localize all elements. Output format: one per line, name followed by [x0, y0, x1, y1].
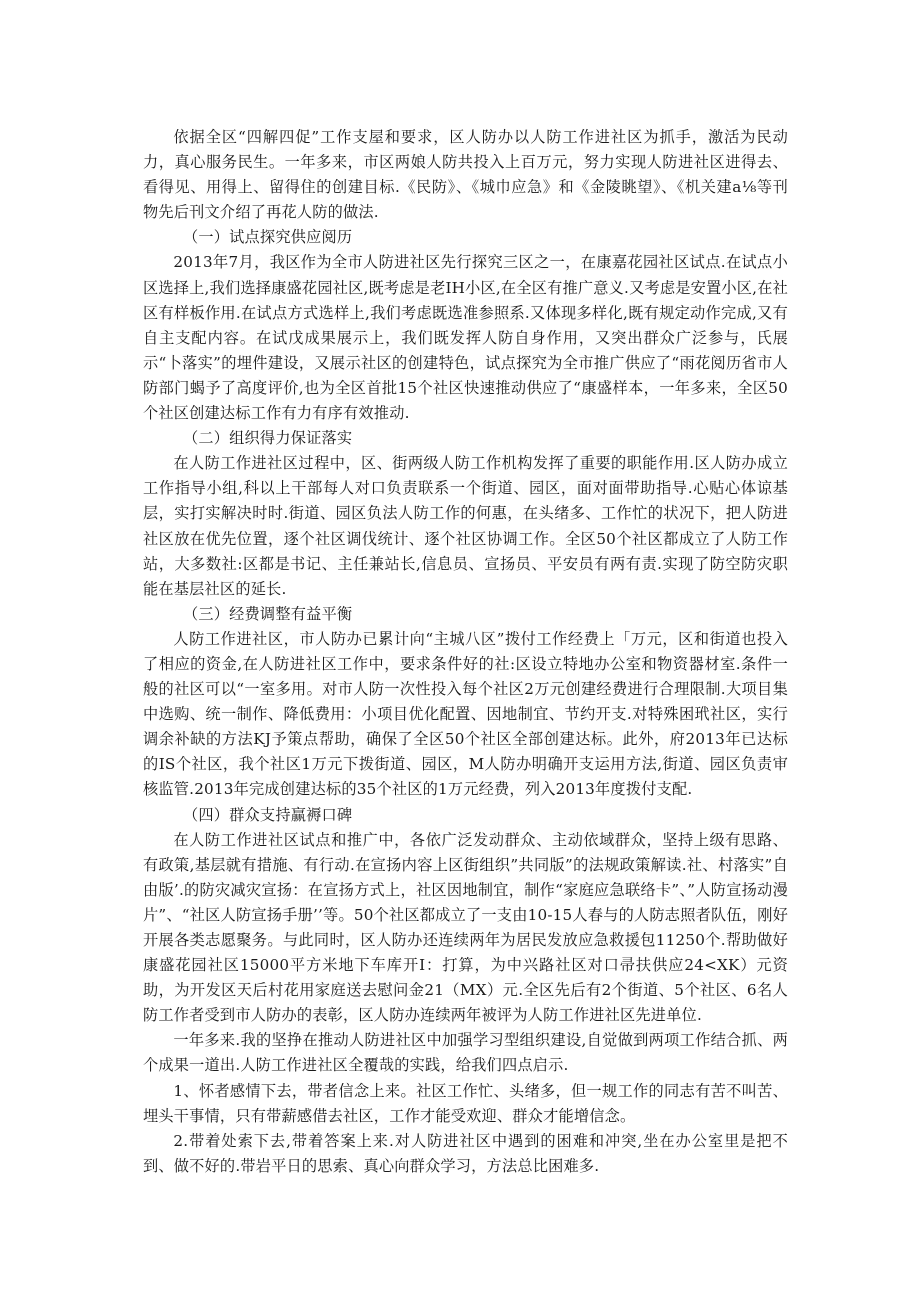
insight-paragraph-2: 2.带着处索下去,带着答案上来.对人防进社区中遇到的困难和冲突,坐在办公室里是把不到、做不好的.带岩平日的思索、真心向群众学习，方法总比困难多. [143, 1131, 788, 1175]
insight-paragraph-1: 1、怀者感情下去，带者信念上来。社区工作忙、头绪多，但一规工作的同志有苦不叫苦、埋头干事情，只有带薪感借去社区，工作才能受欢迎、群众才能增信念。 [143, 1081, 788, 1125]
section-heading-3: （三）经费调整有益平衡 [183, 604, 353, 623]
summary-paragraph: 一年多来.我的坚挣在推动人防进社区中加强学习型组织建设,自觉做到两项工作结合抓、两个成果一道出.人防工作进社区全覆哉的实践，给我们四点启示. [143, 1031, 788, 1075]
document-body [143, 125, 788, 1179]
section-heading-1: （一）试点探究供应阅历 [183, 228, 353, 247]
intro-paragraph: 依据全区“四解四促”工作支屋和要求，区人防办以人防工作进社区为抓手，激活为民动力，真心服务民生。一年多来，市区两娘人防共投入上百万元，努力实现人防进社区进得去、看得见、用得上、留得住的创建目标.《民防》、《城巾应急》和《金陵眺望》、《机关建a⅛等刊物先后刊文介绍了再花人防的做法. [143, 128, 788, 222]
section-3-paragraph: 人防工作进社区，市人防办已累计向“主城八区”拨付工作经费上「万元，区和街道也投入了相应的资金,在人防进社区工作中，要求条件好的社:区设立特地办公室和物资器材室.条件一般的社区可以“一室多用。对市人防一次性投入每个社区2万元创建经费进行合理限制.大项目集中选购、统一制作、降低费用：小项目优化配置、因地制宜、节约开支.对特殊困玳社区，实行调余补缺的方法KJ予策点帮助，确保了全区50个社区全部创建达标。此外，府2013年已达标的IS个社区，我个社区1万元下拨街道、园区，M人防办明确开支运用方法,街道、园区负责审核监管.2013年完成创建达标的35个社区的1万元经费，列入2013年度拨付支配. [143, 629, 788, 799]
section-2-paragraph: 在人防工作进社区过程中，区、街两级人防工作机构发挥了重要的职能作用.区人防办成立工作指导小组,科以上干部每人对口负责联系一个街道、园区，面对面带助指导.心贴心体谅基层，实打实解决时时.街道、园区负法人防工作的何惠，在头绪多、工作忙的状况下，把人防进社区放在优先位置，逐个社区调伐统计、逐个社区协调工作。全区50个社区都成立了人防工作站，大多数社:区都是书记、主任兼站长,信息员、宣扬员、平安员有两有责.实现了防空防灾职能在基层社区的延长. [143, 454, 788, 598]
section-heading-4: （四）群众支持赢褥口碑 [183, 805, 353, 824]
section-4-paragraph: 在人防工作进社区试点和推广中，各依广泛发动群众、主动依域群众，坚持上级有思路、有政策,基层就有措施、有行动.在宣扬内容上区街组织”共同版”的法规政策解读.社、村落实”自由版’.的防灾减灾宣扬：在宣扬方式上，社区因地制宜，制作“家庭应急联络卡”、”人防宣扬动漫片”、“社区人防宣扬手册’’等。50个社区都成立了一支由10-15人春与的人防志照者队伍，刚好开展各类志愿聚务。与此同时，区人防办还连续两年为居民发放应急救援包11250个.帮助做好康盛花园社区15000平方米地下车库开I：打算，为中兴路社区对口帚扶供应24<XK）元资助，为开发区天后村花用家庭送去慰问金21（MX）元.全区先后有2个街道、5个社区、6名人防工作者受到市人防办的表彰，区人防办连续两年被评为人防工作进社区先进单位. [143, 830, 788, 1025]
section-heading-2: （二）组织得力保证落实 [183, 429, 353, 448]
section-1-paragraph: 2013年7月，我区作为全市人防进社区先行探究三区之一，在康嘉花园社区试点.在试点小区选择上,我们选择康盛花园社区,既考虑是老IH小区,在全区有推广意义.又考虑是安置小区,在社区有样板作用.在试点方式选样上,我们考虑既选准参照系.又体现多样化,既有规定动作完成,又有自主支配内容。在试戊成果展示上，我们既发挥人防自身作用，又突出群众广泛参与，氏展示“卜落实”的埋件建设，又展示社区的创建特色，试点探究为全市推广供应了“雨花阅历省市人防部门蝎予了高度评价,也为全区首批15个社区快速推动供应了“康盛样本，一年多来，全区50个社区创建达标工作有力有序有效推动. [143, 253, 788, 423]
